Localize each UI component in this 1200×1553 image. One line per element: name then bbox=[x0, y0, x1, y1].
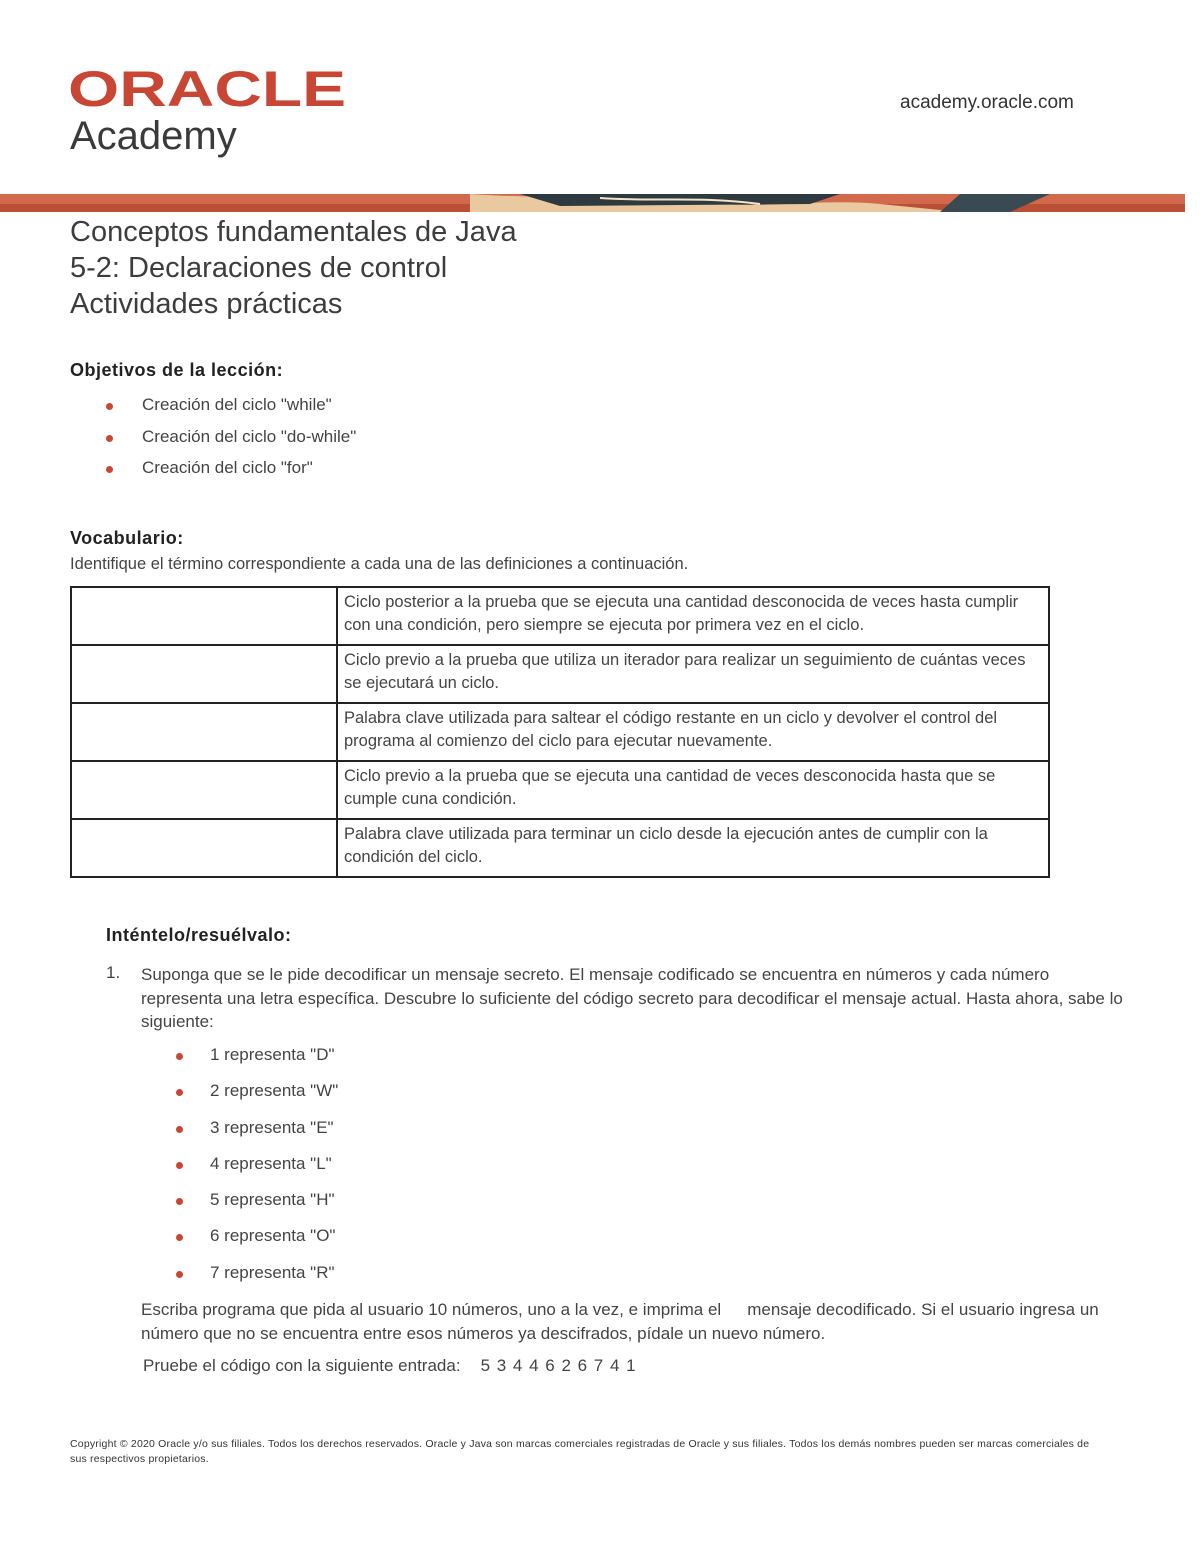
table-row bbox=[71, 819, 1049, 877]
objectives-heading: Objetivos de la lección: bbox=[70, 360, 284, 380]
list-item: 3 representa "E" bbox=[170, 1118, 338, 1154]
test-value: 5 3 4 4 6 2 6 7 4 1 bbox=[480, 1356, 637, 1375]
bullet-icon bbox=[176, 1089, 183, 1096]
decorative-banner bbox=[0, 194, 1200, 212]
vocabulary-table bbox=[70, 586, 1050, 878]
bullet-icon bbox=[176, 1162, 183, 1169]
term-cell[interactable] bbox=[71, 761, 337, 819]
vocabulary-heading: Vocabulario: bbox=[70, 528, 184, 548]
list-item: 5 representa "H" bbox=[170, 1190, 338, 1226]
table-row bbox=[71, 703, 1049, 761]
test-input-line bbox=[143, 1356, 637, 1376]
course-title: Conceptos fundamentales de Java bbox=[70, 216, 517, 248]
bullet-icon bbox=[106, 435, 113, 442]
bullet-icon bbox=[176, 1198, 183, 1205]
instructions bbox=[141, 1298, 1131, 1345]
instructions-part-a: Escriba programa que pida al usuario 10 números, uno a la vez, e imprima el bbox=[141, 1300, 722, 1319]
objectives-list bbox=[100, 395, 356, 490]
list-item: Creación del ciclo "do-while" bbox=[100, 427, 356, 459]
exercise-heading: Inténtelo/resuélvalo: bbox=[106, 925, 292, 945]
vocabulary-description: Identifique el término correspondiente a cada una de las definiciones a continuación. bbox=[70, 555, 689, 573]
table-row bbox=[71, 761, 1049, 819]
term-cell[interactable] bbox=[71, 703, 337, 761]
instructions-part-b: mensaje decodificado. Si el usuario ingresa un número que no se encuentra entre esos números ya descifrados, pídale un nuevo número. bbox=[141, 1300, 1099, 1343]
site-url[interactable]: academy.oracle.com bbox=[900, 92, 1074, 113]
definition-cell: Palabra clave utilizada para saltear el código restante en un ciclo y devolver el control del programa al comienzo del ciclo para ejecutar nuevamente. bbox=[337, 703, 1049, 761]
svg-text:ORACLE: ORACLE bbox=[68, 66, 346, 110]
list-item: 6 representa "O" bbox=[170, 1226, 338, 1262]
list-item: 1 representa "D" bbox=[170, 1045, 338, 1081]
lesson-title: 5-2: Declaraciones de control bbox=[70, 252, 448, 284]
list-item: 4 representa "L" bbox=[170, 1154, 338, 1190]
table-row bbox=[71, 645, 1049, 703]
bullet-icon bbox=[176, 1126, 183, 1133]
question-text: Suponga que se le pide decodificar un mensaje secreto. El mensaje codificado se encuentra en números y cada número representa una letra específica. Descubre lo suficiente del código secreto para decodificar el mensaje actual. Hasta ahora, sabe lo siguiente: bbox=[141, 965, 1123, 1031]
academy-wordmark: Academy bbox=[70, 114, 237, 158]
list-item: Creación del ciclo "for" bbox=[100, 458, 356, 490]
definition-cell: Ciclo previo a la prueba que utiliza un iterador para realizar un seguimiento de cuántas veces se ejecutará un ciclo. bbox=[337, 645, 1049, 703]
list-item: 7 representa "R" bbox=[170, 1263, 338, 1299]
list-item: 2 representa "W" bbox=[170, 1081, 338, 1117]
list-item: Creación del ciclo "while" bbox=[100, 395, 356, 427]
copyright-notice: Copyright © 2020 Oracle y/o sus filiales. Todos los derechos reservados. Oracle y Java son marcas comerciales registradas de Oracle y sus filiales. Todos los demás nombres pueden ser marcas comerciales de sus respectivos propietarios. bbox=[70, 1438, 1090, 1465]
bullet-icon bbox=[106, 403, 113, 410]
bullet-icon bbox=[106, 466, 113, 473]
term-cell[interactable] bbox=[71, 587, 337, 645]
bullet-icon bbox=[176, 1053, 183, 1060]
bullet-icon bbox=[176, 1271, 183, 1278]
table-row bbox=[71, 587, 1049, 645]
term-cell[interactable] bbox=[71, 645, 337, 703]
term-cell[interactable] bbox=[71, 819, 337, 877]
definition-cell: Palabra clave utilizada para terminar un ciclo desde la ejecución antes de cumplir con la condición del ciclo. bbox=[337, 819, 1049, 877]
definition-cell: Ciclo previo a la prueba que se ejecuta una cantidad de veces desconocida hasta que se cumple cuna condición. bbox=[337, 761, 1049, 819]
definition-cell: Ciclo posterior a la prueba que se ejecuta una cantidad desconocida de veces hasta cumplir con una condición, pero siempre se ejecuta por primera vez en el ciclo. bbox=[337, 587, 1049, 645]
code-list bbox=[170, 1045, 338, 1299]
activity-title: Actividades prácticas bbox=[70, 288, 343, 320]
question-number: 1. bbox=[106, 963, 121, 982]
oracle-logo bbox=[68, 66, 348, 110]
test-label: Pruebe el código con la siguiente entrada: bbox=[143, 1356, 461, 1375]
bullet-icon bbox=[176, 1234, 183, 1241]
